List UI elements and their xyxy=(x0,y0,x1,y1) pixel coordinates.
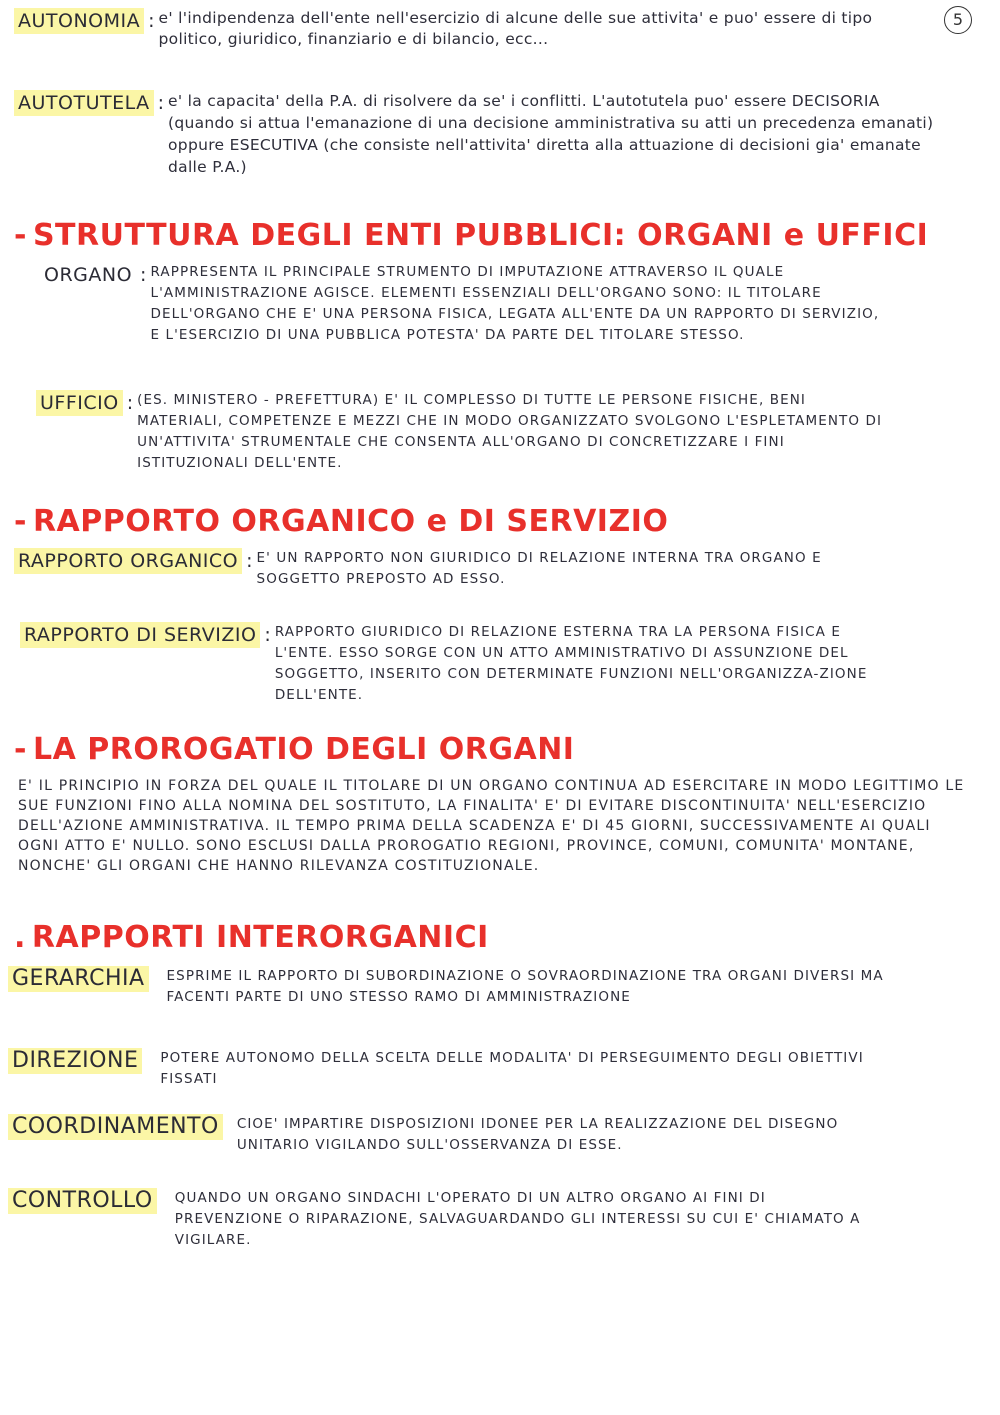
term-gerarchia xyxy=(8,966,968,1008)
section-title-prorogatio: LA PROROGATIO DEGLI ORGANI xyxy=(32,732,575,767)
term-text-rapporto-servizio: RAPPORTO GIURIDICO DI RELAZIONE ESTERNA TRA LA PERSONA FISICA E L'ENTE. ESSO SORGE CON UN ATTO AMMINISTRATIVO DI ASSUNZIONE DEL SOGGETTO, INSERITO CON DETERMINATE FUNZIONI NELL'ORGANIZZA-ZIONE DELL'ENTE. xyxy=(274,624,868,703)
section-heading-struttura: - STRUTTURA DEGLI ENTI PUBBLICI: ORGANI e UFFICI xyxy=(14,218,929,253)
prorogatio-paragraph: E' IL PRINCIPIO IN FORZA DEL QUALE IL TITOLARE DI UN ORGANO CONTINUA AD ESERCITARE IN MODO LEGITTIMO LE SUE FUNZIONI FINO ALLA NOMINA DEL SOSTITUTO, LA FINALITA' E' DI EVITARE DISCONTINUITA' NELL'ESERCIZIO DELL'AZIONE AMMINISTRATIVA. IL TEMPO PRIMA DELLA SCADENZA E' DI 45 GIORNI, SUCCESSIVAMENTE AI QUALI OGNI ATTO E' NULLO. SONO ESCLUSI DALLA PROROGATIO REGIONI, PROVINCE, COMUNI, COMUNITA' MONTANE, NONCHE' GLI ORGANI CHE HANNO RILEVANZA COSTITUZIONALE. xyxy=(18,778,965,874)
term-autotutela: AUTOTUTELA : e' la capacita' della P.A. di risolvere da se' i conflitti. L'autotutela puo' essere DECISORIA (quando si attua l'emanazione di una decisione amministrativa su atti un precedenza emanati) oppure ESECUTIVA (che consiste nell'attivita' diretta alla attuazione di decisioni gia' emanate dalle P.A.) xyxy=(14,90,954,178)
term-rapporto-organico: RAPPORTO ORGANICO : E' UN RAPPORTO NON GIURIDICO DI RELAZIONE INTERNA TRA ORGANO E SOGGETTO PREPOSTO AD ESSO. xyxy=(14,548,974,590)
term-label-direzione: DIREZIONE xyxy=(8,1048,142,1074)
term-text-autotutela: e' la capacita' della P.A. di risolvere da se' i conflitti. L'autotutela puo' essere DECISORIA (quando si attua l'emanazione di una decisione amministrativa su atti un precedenza emanati) oppure ESECUTIVA (che consiste nell'attivita' diretta alla attuazione di decisioni gia' emanate dalle P.A.) xyxy=(168,92,934,176)
section-title-struttura: STRUTTURA DEGLI ENTI PUBBLICI: ORGANI e UFFICI xyxy=(32,218,929,253)
term-label-autonomia: AUTONOMIA xyxy=(14,8,144,34)
term-label-coordinamento: COORDINAMENTO xyxy=(8,1114,223,1140)
term-direzione xyxy=(8,1048,968,1090)
term-text-autonomia: e' l'indipendenza dell'ente nell'esercizio di alcune delle sue attivita' e puo' essere di tipo politico, giuridico, finanziario e di bilancio, ecc... xyxy=(158,9,873,48)
term-label-organo: ORGANO xyxy=(44,264,133,286)
term-ufficio: UFFICIO : (ES. MINISTERO - PREFETTURA) E' IL COMPLESSO DI TUTTE LE PERSONE FISICHE, BENI MATERIALI, COMPETENZE E MEZZI CHE IN MODO ORGANIZZATO SVOLGONO L'ESPLETAMENTO DI UN'ATTIVITA' STRUMENTALE CHE CONSENTA ALL'ORGANO DI CONCRETIZZARE I FINI ISTITUZIONALI DELL'ENTE. xyxy=(36,390,956,474)
term-text-controllo: QUANDO UN ORGANO SINDACHI L'OPERATO DI UN ALTRO ORGANO AI FINI DI PREVENZIONE O RIPARAZIONE, SALVAGUARDANDO GLI INTERESSI SU CUI E' CHIAMATO A VIGILARE. xyxy=(174,1190,861,1248)
term-text-rapporto-organico: E' UN RAPPORTO NON GIURIDICO DI RELAZIONE INTERNA TRA ORGANO E SOGGETTO PREPOSTO AD ESSO. xyxy=(256,550,822,587)
section-title-rapporto: RAPPORTO ORGANICO e DI SERVIZIO xyxy=(32,504,669,539)
term-controllo xyxy=(8,1188,968,1251)
term-label-gerarchia: GERARCHIA xyxy=(8,966,149,992)
term-text-organo: RAPPRESENTA IL PRINCIPALE STRUMENTO DI IMPUTAZIONE ATTRAVERSO IL QUALE L'AMMINISTRAZIONE AGISCE. ELEMENTI ESSENZIALI DELL'ORGANO SONO: IL TITOLARE DELL'ORGANO CHE E' UNA PERSONA FISICA, LEGATA ALL'ENTE DA UN RAPPORTO DI SERVIZIO, E L'ESERCIZIO DI UNA PUBBLICA POTESTA' DA PARTE DEL TITOLARE STESSO. xyxy=(150,264,880,343)
section-title-rapporti: RAPPORTI INTERORGANICI xyxy=(31,920,489,955)
term-text-coordinamento: CIOE' IMPARTIRE DISPOSIZIONI IDONEE PER LA REALIZZAZIONE DEL DISEGNO UNITARIO VIGILANDO SULL'OSSERVANZA DI ESSE. xyxy=(236,1116,839,1153)
term-label-controllo: CONTROLLO xyxy=(8,1188,157,1214)
section-heading-rapporto: - RAPPORTO ORGANICO e DI SERVIZIO xyxy=(14,504,669,539)
term-autonomia: AUTONOMIA : e' l'indipendenza dell'ente nell'esercizio di alcune delle sue attivita' e puo' essere di tipo politico, giuridico, finanziario e di bilancio, ecc... xyxy=(14,8,954,50)
term-label-ufficio: UFFICIO xyxy=(36,390,123,416)
page-number: 5 xyxy=(944,6,972,34)
section-heading-rapporti: . RAPPORTI INTERORGANICI xyxy=(14,920,489,955)
term-text-direzione: POTERE AUTONOMO DELLA SCELTA DELLE MODALITA' DI PERSEGUIMENTO DEGLI OBIETTIVI FISSATI xyxy=(160,1050,864,1087)
term-rapporto-servizio: RAPPORTO DI SERVIZIO : RAPPORTO GIURIDICO DI RELAZIONE ESTERNA TRA LA PERSONA FISICA E L'ENTE. ESSO SORGE CON UN ATTO AMMINISTRATIVO DI ASSUNZIONE DEL SOGGETTO, INSERITO CON DETERMINATE FUNZIONI NELL'ORGANIZZA-ZIONE DELL'ENTE. xyxy=(20,622,980,706)
term-text-ufficio: (ES. MINISTERO - PREFETTURA) E' IL COMPLESSO DI TUTTE LE PERSONE FISICHE, BENI MATERIALI, COMPETENZE E MEZZI CHE IN MODO ORGANIZZATO SVOLGONO L'ESPLETAMENTO DI UN'ATTIVITA' STRUMENTALE CHE CONSENTA ALL'ORGANO DI CONCRETIZZARE I FINI ISTITUZIONALI DELL'ENTE. xyxy=(137,392,883,471)
section-heading-prorogatio: - LA PROROGATIO DEGLI ORGANI xyxy=(14,732,575,767)
term-label-rapporto-servizio: RAPPORTO DI SERVIZIO xyxy=(20,622,260,648)
term-coordinamento xyxy=(8,1114,968,1156)
term-text-gerarchia: ESPRIME IL RAPPORTO DI SUBORDINAZIONE O SOVRAORDINAZIONE TRA ORGANI DIVERSI MA FACENTI PARTE DI UNO STESSO RAMO DI AMMINISTRAZIONE xyxy=(166,968,884,1005)
term-organo: ORGANO : RAPPRESENTA IL PRINCIPALE STRUMENTO DI IMPUTAZIONE ATTRAVERSO IL QUALE L'AMMINISTRAZIONE AGISCE. ELEMENTI ESSENZIALI DELL'ORGANO SONO: IL TITOLARE DELL'ORGANO CHE E' UNA PERSONA FISICA, LEGATA ALL'ENTE DA UN RAPPORTO DI SERVIZIO, E L'ESERCIZIO DI UNA PUBBLICA POTESTA' DA PARTE DEL TITOLARE STESSO. xyxy=(40,262,960,346)
term-label-rapporto-organico: RAPPORTO ORGANICO xyxy=(14,548,242,574)
term-label-autotutela: AUTOTUTELA xyxy=(14,90,154,116)
